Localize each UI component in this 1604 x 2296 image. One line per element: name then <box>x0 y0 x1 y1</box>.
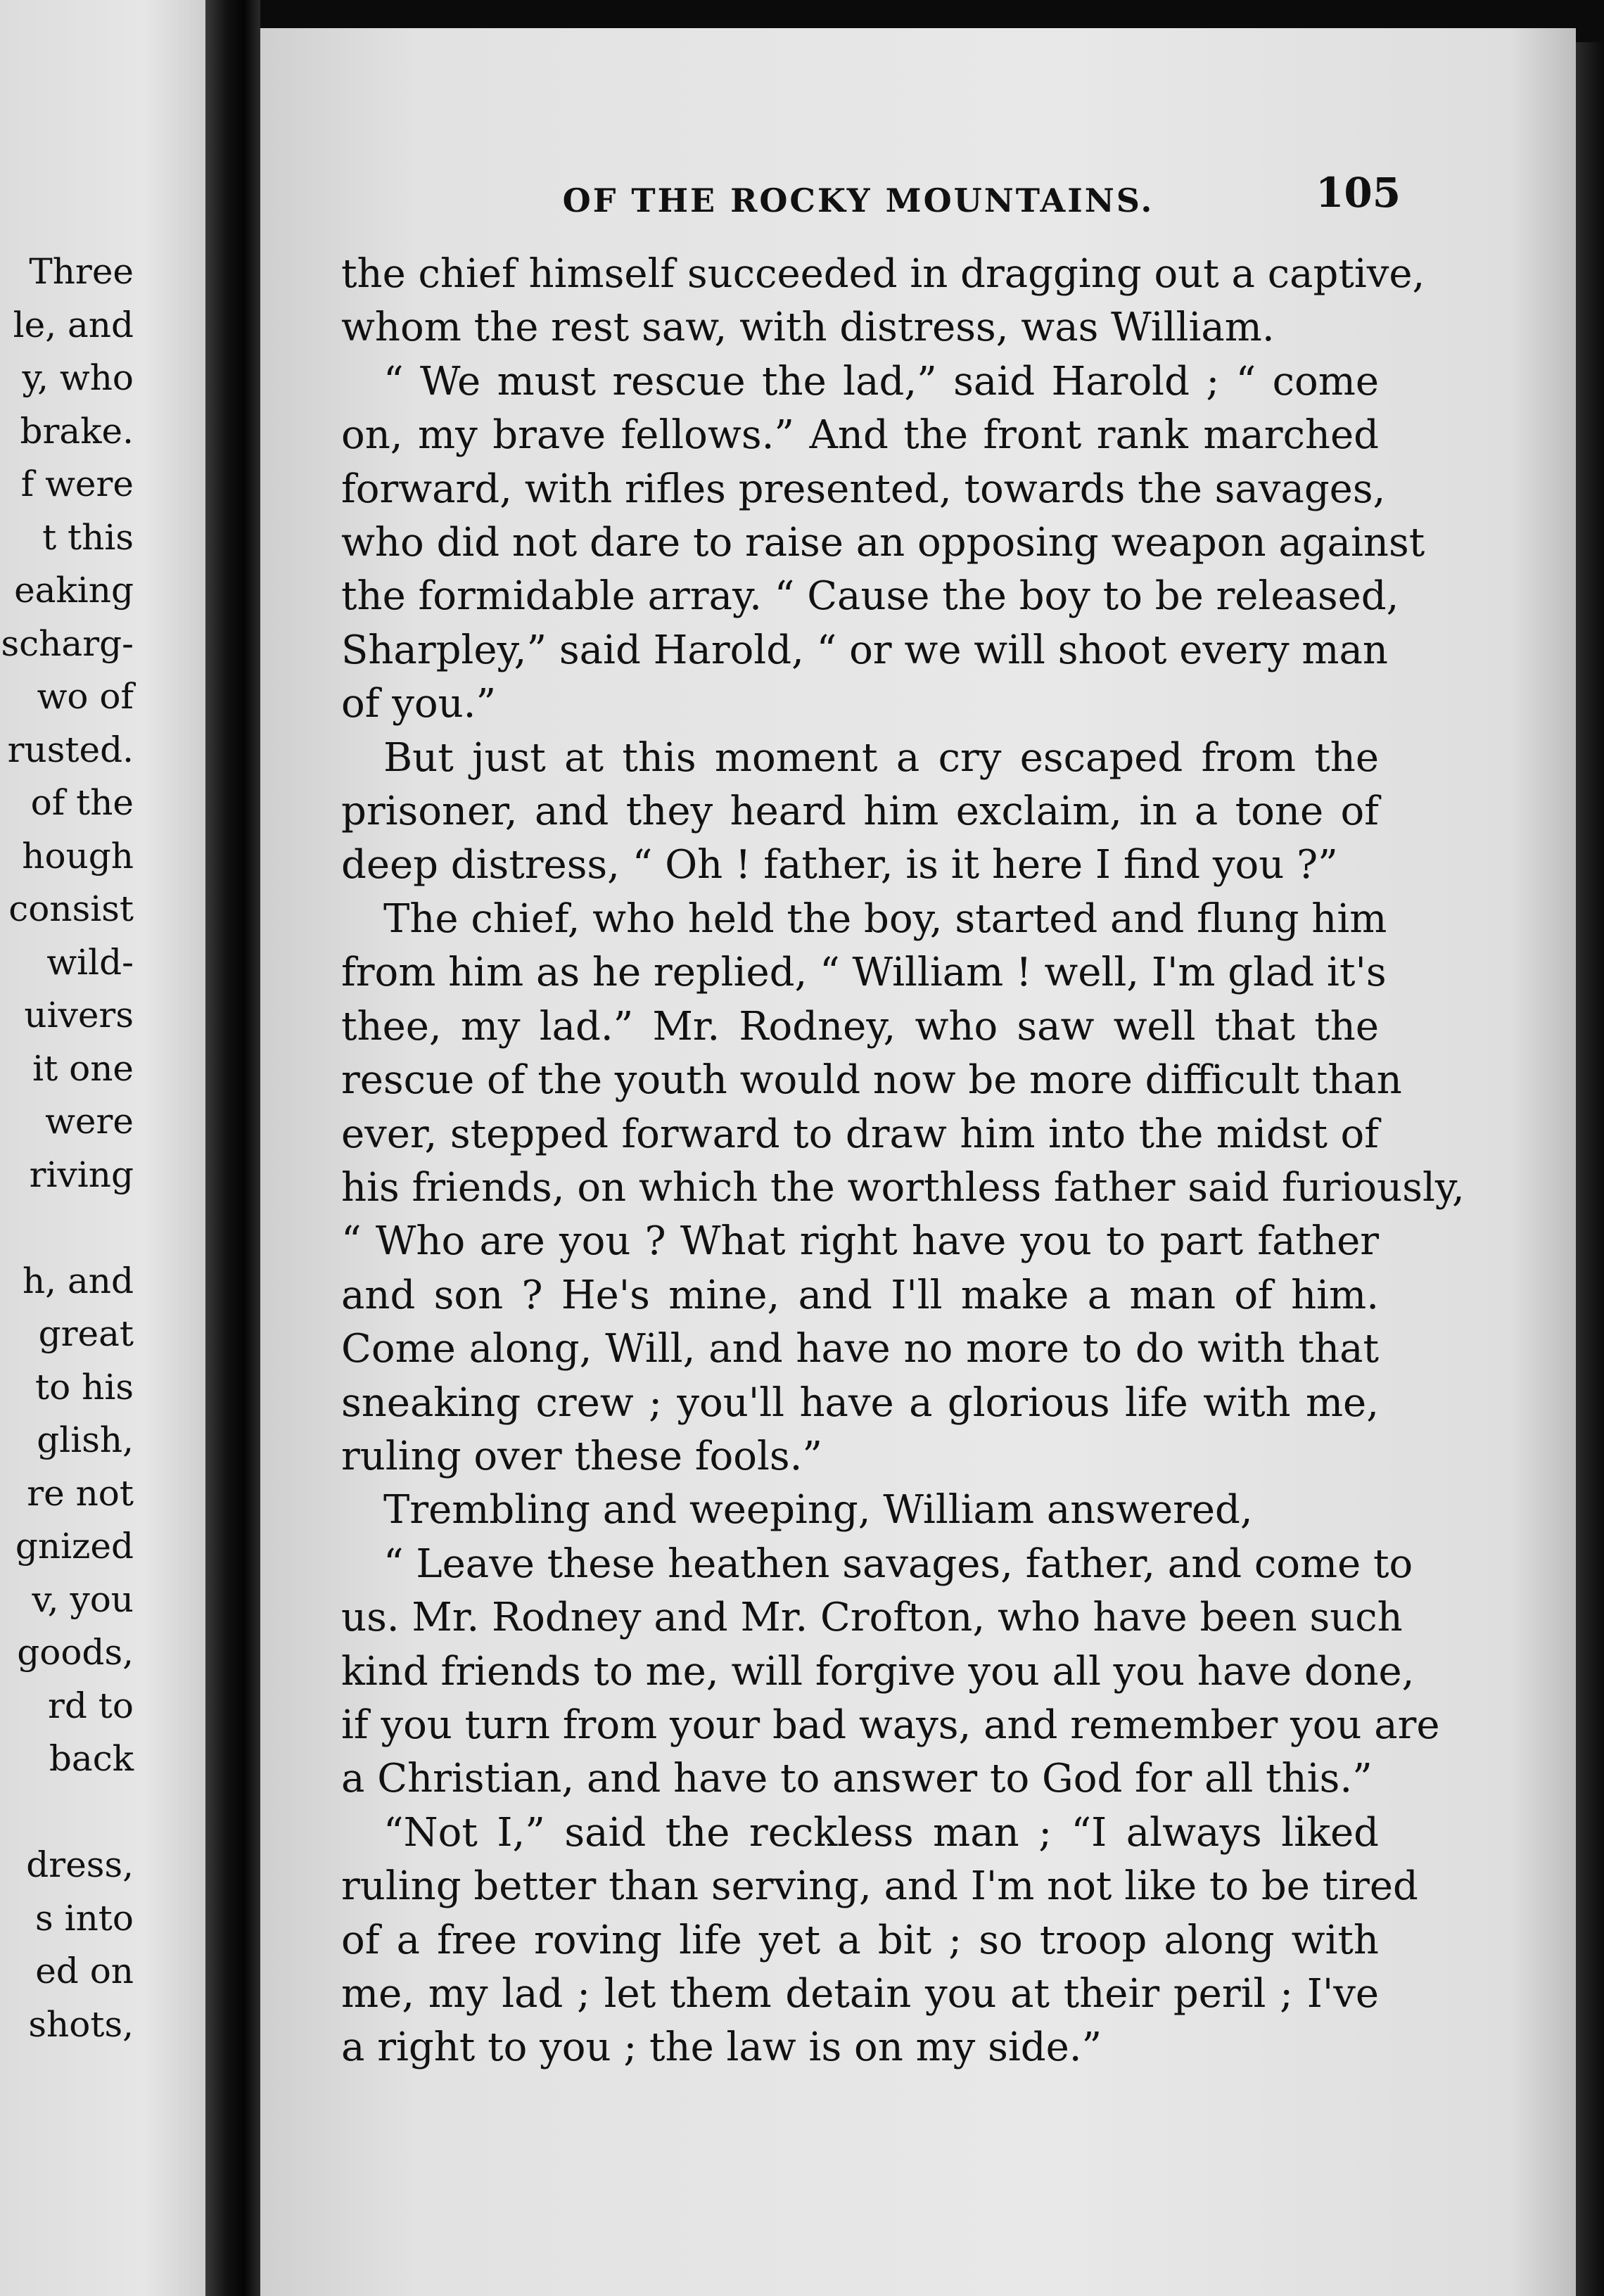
left-page-line: scharg- <box>1 623 134 664</box>
paragraph <box>341 732 1379 893</box>
text-line: ever, stepped forward to draw him into the midst of <box>341 1111 1379 1157</box>
text-line: ruling over these fools.” <box>341 1433 823 1479</box>
left-page-line: brake. <box>20 410 134 452</box>
page-edge-shadow <box>1576 42 1604 2296</box>
text-line: a Christian, and have to answer to God for all this.” <box>341 1756 1373 1802</box>
text-line: on, my brave fellows.” And the front rank marched <box>341 412 1379 459</box>
left-page-line: glish, <box>37 1420 134 1460</box>
left-page-line: wild- <box>46 941 134 983</box>
left-page-line: wo of <box>37 676 134 717</box>
left-page-line: ed on <box>35 1951 134 1991</box>
left-page-line: f were <box>20 464 134 504</box>
body-text <box>341 248 1465 2075</box>
left-page-line: goods, <box>17 1632 134 1673</box>
text-line: us. Mr. Rodney and Mr. Crofton, who have been such <box>341 1595 1403 1641</box>
text-line: and son ? He's mine, and I'll make a man of him. <box>341 1272 1379 1318</box>
text-line: Trembling and weeping, William answered, <box>383 1487 1253 1533</box>
left-page <box>0 0 205 2296</box>
paragraph <box>341 355 1425 732</box>
text-line: from him as he replied, “ William ! well, I'm glad it's <box>341 950 1387 996</box>
left-page-line: rd to <box>48 1685 134 1726</box>
left-page-line: it one <box>32 1047 134 1089</box>
left-page-line: re not <box>27 1472 134 1514</box>
text-line: who did not dare to raise an opposing weapon against <box>341 520 1425 566</box>
left-page-line: to his <box>35 1366 134 1408</box>
text-line: Come along, Will, and have no more to do with that <box>341 1326 1379 1372</box>
text-line: deep distress, “ Oh ! father, is it here I find you ?” <box>341 842 1338 888</box>
running-head: OF THE ROCKY MOUNTAINS. <box>562 181 1154 219</box>
paragraph <box>341 248 1425 355</box>
text-line: Sharpley,” said Harold, “ or we will shoot every man <box>341 627 1388 673</box>
paragraph <box>341 893 1465 1484</box>
text-line: thee, my lad.” Mr. Rodney, who saw well that the <box>341 1003 1379 1050</box>
left-page-line: uivers <box>24 995 134 1035</box>
text-line: ruling better than serving, and I'm not like to be tired <box>341 1863 1418 1910</box>
left-page-line: gnized <box>15 1526 134 1567</box>
left-page-line: Three <box>29 251 134 292</box>
page-number: 105 <box>1316 169 1401 217</box>
text-line: sneaking crew ; you'll have a glorious life with me, <box>341 1379 1379 1426</box>
text-line: of a free roving life yet a bit ; so troop along with <box>341 1917 1379 1963</box>
left-page-line: y, who <box>22 357 134 398</box>
left-page-line: le, and <box>13 304 134 345</box>
text-line: rescue of the youth would now be more difficult than <box>341 1057 1402 1104</box>
left-page-line: eaking <box>14 570 134 611</box>
text-line: “Not I,” said the reckless man ; “I always liked <box>383 1809 1379 1856</box>
left-page-line: s into <box>35 1897 134 1939</box>
left-page-line: dress, <box>26 1844 134 1885</box>
text-line: forward, with rifles presented, towards the savages, <box>341 466 1386 512</box>
text-line: “ We must rescue the lad,” said Harold ; “ come <box>383 358 1379 404</box>
text-line: the formidable array. “ Cause the boy to be released, <box>341 573 1399 620</box>
left-page-line: of the <box>30 782 134 823</box>
left-page-line: riving <box>29 1154 134 1195</box>
left-page-line: were <box>45 1101 134 1142</box>
text-line: whom the rest saw, with distress, was William. <box>341 305 1275 351</box>
left-page-line: hough <box>22 835 134 876</box>
left-page-line: consist <box>8 888 134 929</box>
text-line: a right to you ; the law is on my side.” <box>341 2024 1102 2071</box>
left-page-line: great <box>38 1313 134 1354</box>
left-page-line: t this <box>42 516 134 558</box>
text-line: his friends, on which the worthless father said furiously, <box>341 1164 1465 1211</box>
left-page-line: h, and <box>22 1260 134 1301</box>
text-line: The chief, who held the boy, started and flung him <box>383 895 1387 942</box>
text-line: me, my lad ; let them detain you at their peril ; I've <box>341 1971 1379 2017</box>
text-line: prisoner, and they heard him exclaim, in a tone of <box>341 789 1379 835</box>
paragraph <box>341 1484 1379 1537</box>
text-line: of you.” <box>341 681 497 727</box>
text-line: the chief himself succeeded in dragging out a captive, <box>341 251 1425 297</box>
text-line: “ Who are you ? What right have you to part father <box>341 1218 1379 1265</box>
text-line: if you turn from your bad ways, and remember you are <box>341 1702 1440 1748</box>
left-page-line: back <box>49 1738 134 1779</box>
book-gutter <box>205 0 260 2296</box>
paragraph <box>341 1538 1440 1806</box>
text-line: kind friends to me, will forgive you all you have done, <box>341 1648 1415 1695</box>
paragraph <box>341 1806 1418 2075</box>
text-line: “ Leave these heathen savages, father, and come to <box>383 1541 1413 1587</box>
text-line: But just at this moment a cry escaped from the <box>383 734 1379 781</box>
left-page-line: rusted. <box>7 729 134 770</box>
left-page-line: shots, <box>28 2003 134 2045</box>
left-page-line: v, you <box>32 1579 134 1620</box>
